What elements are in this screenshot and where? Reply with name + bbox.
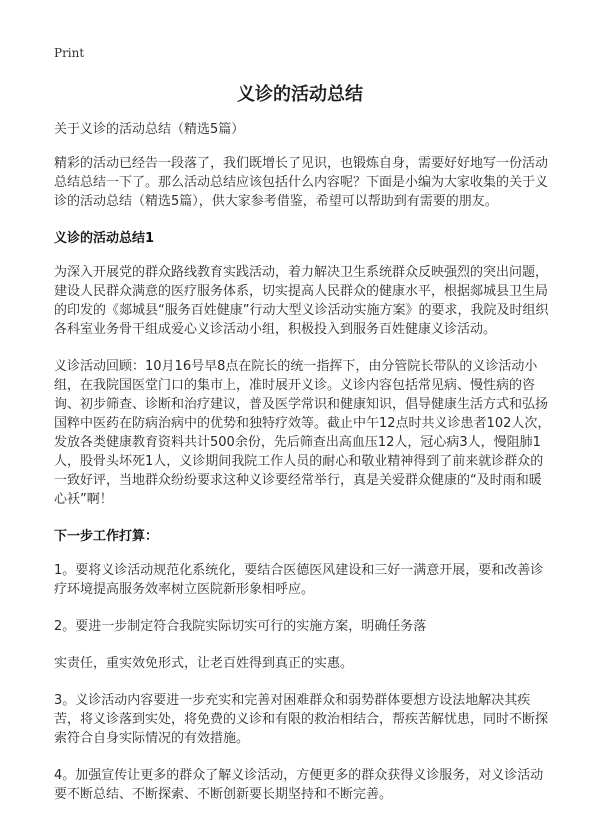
section1-paragraph-2: 义诊活动回顾：10月16号早8点在院长的统一指挥下，由分管院长带队的义诊活动小组，在我院国医堂门口的集市上，准时展开义诊。义诊内容包括常见病、慢性病的咨询、初步筛查、诊断和治疗建议，普及医学常识和健康知识，倡导健康生活方式和弘扬国粹中医药在防病治病中的优势和独特疗效等。截止中午12点时共义诊患者102人次，发放各类健康教育资料共计500余份，先后筛查出高血压12人，冠心病3人，慢阻肺1人，股骨头坏死1人，义诊期间我院工作人员的耐心和敬业精神得到了前来就诊群众的一致好评，当地群众纷纷要求这种义诊要经常举行，真是关爱群众健康的“及时雨和暖心袄”啊！	[54, 359, 551, 507]
article-subtitle: 关于义诊的活动总结（精选5篇）	[54, 122, 245, 137]
plan-item: 实责任，重实效免形式，让老百姓得到真正的实惠。	[54, 656, 354, 671]
intro-paragraph: 精彩的活动已经告一段落了，我们既增长了见识，也锻炼自身，需要好好地写一份活动总结总结一下了。那么活动总结应该包括什么内容呢？下面是小编为大家收集的关于义诊的活动总结（精选5篇），供大家参考借鉴，希望可以帮助到有需要的朋友。	[54, 156, 549, 209]
section-heading-1: 义诊的活动总结1	[54, 231, 155, 246]
plan-item: 4。加强宣传让更多的群众了解义诊活动，方便更多的群众获得义诊服务，对义诊活动要不断总结、不断探索、不断创新要长期坚持和不断完善。	[54, 768, 544, 802]
page-title: 义诊的活动总结	[237, 84, 363, 105]
section-heading-2: 下一步工作打算：	[54, 529, 159, 544]
section1-paragraph-1: 为深入开展党的群众路线教育实践活动，着力解决卫生系统群众反映强烈的突出问题，建设人民群众满意的医疗服务体系，切实提高人民群众的健康水平，根据郯城县卫生局的印发的《郯城县“服务百姓健康”行动大型义诊活动实施方案》的要求，我院及时组织各科室业务骨干组成爱心义诊活动小组，积极投入到服务百姓健康义诊活动。	[54, 265, 549, 337]
plan-item: 1。要将义诊活动规范化系统化，要结合医德医风建设和三好一满意开展，要和改善诊疗环境提高服务效率树立医院新形象相呼应。	[54, 563, 544, 597]
plan-item: 2。要进一步制定符合我院实际切实可行的实施方案，明确任务落	[54, 619, 427, 634]
article-body	[54, 120, 554, 822]
print-link[interactable]: Print	[54, 46, 85, 60]
plan-item: 3。义诊活动内容要进一步充实和完善对困难群众和弱势群体要想方设法地解决其疾苦，将义诊落到实处，将免费的义诊和有限的救治相结合，帮疾苦解忧患，同时不断探索符合自身实际情况的有效措施。	[54, 693, 549, 746]
